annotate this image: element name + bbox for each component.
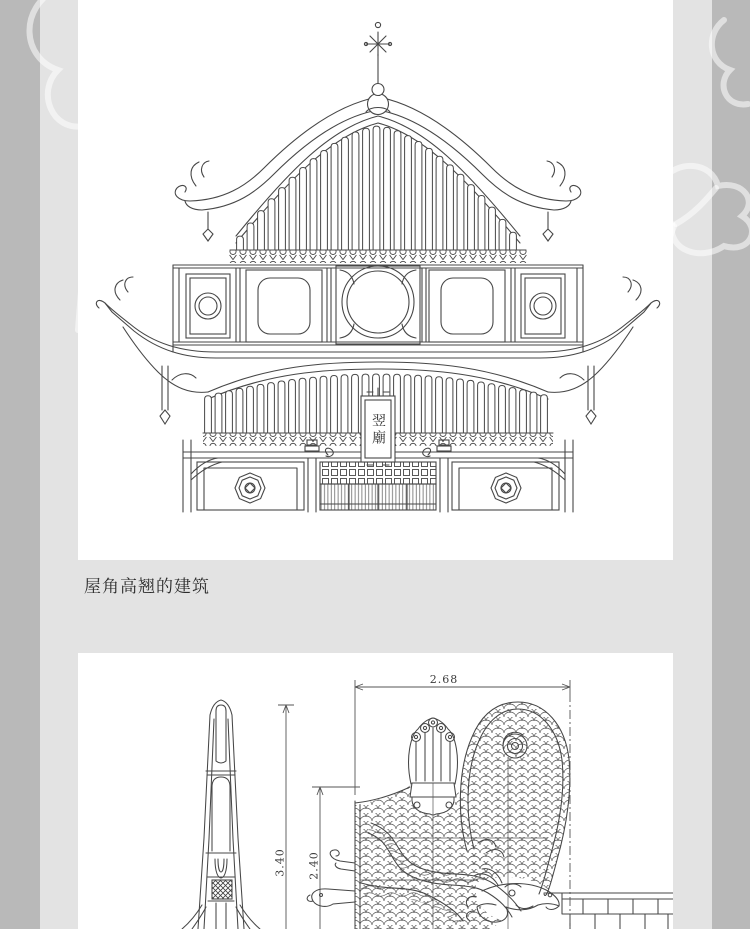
ridge-ornament-drawing [78, 653, 673, 929]
leaf-vein [676, 188, 716, 224]
caption-text: 屋角高翘的建筑 [84, 577, 210, 596]
dimension-height-inner-label: 2.40 [307, 851, 321, 880]
ornament-illustration-panel [78, 653, 673, 929]
dimension-width-label: 2.68 [429, 673, 459, 686]
pavilion-illustration-panel [78, 0, 673, 560]
ornament-profile-view [182, 700, 260, 929]
plaque-text: 翌廟 [370, 413, 386, 447]
pavilion-line-drawing [78, 0, 673, 560]
dimension-height-total-label: 3.40 [273, 848, 287, 877]
corner-petal [712, 20, 748, 104]
